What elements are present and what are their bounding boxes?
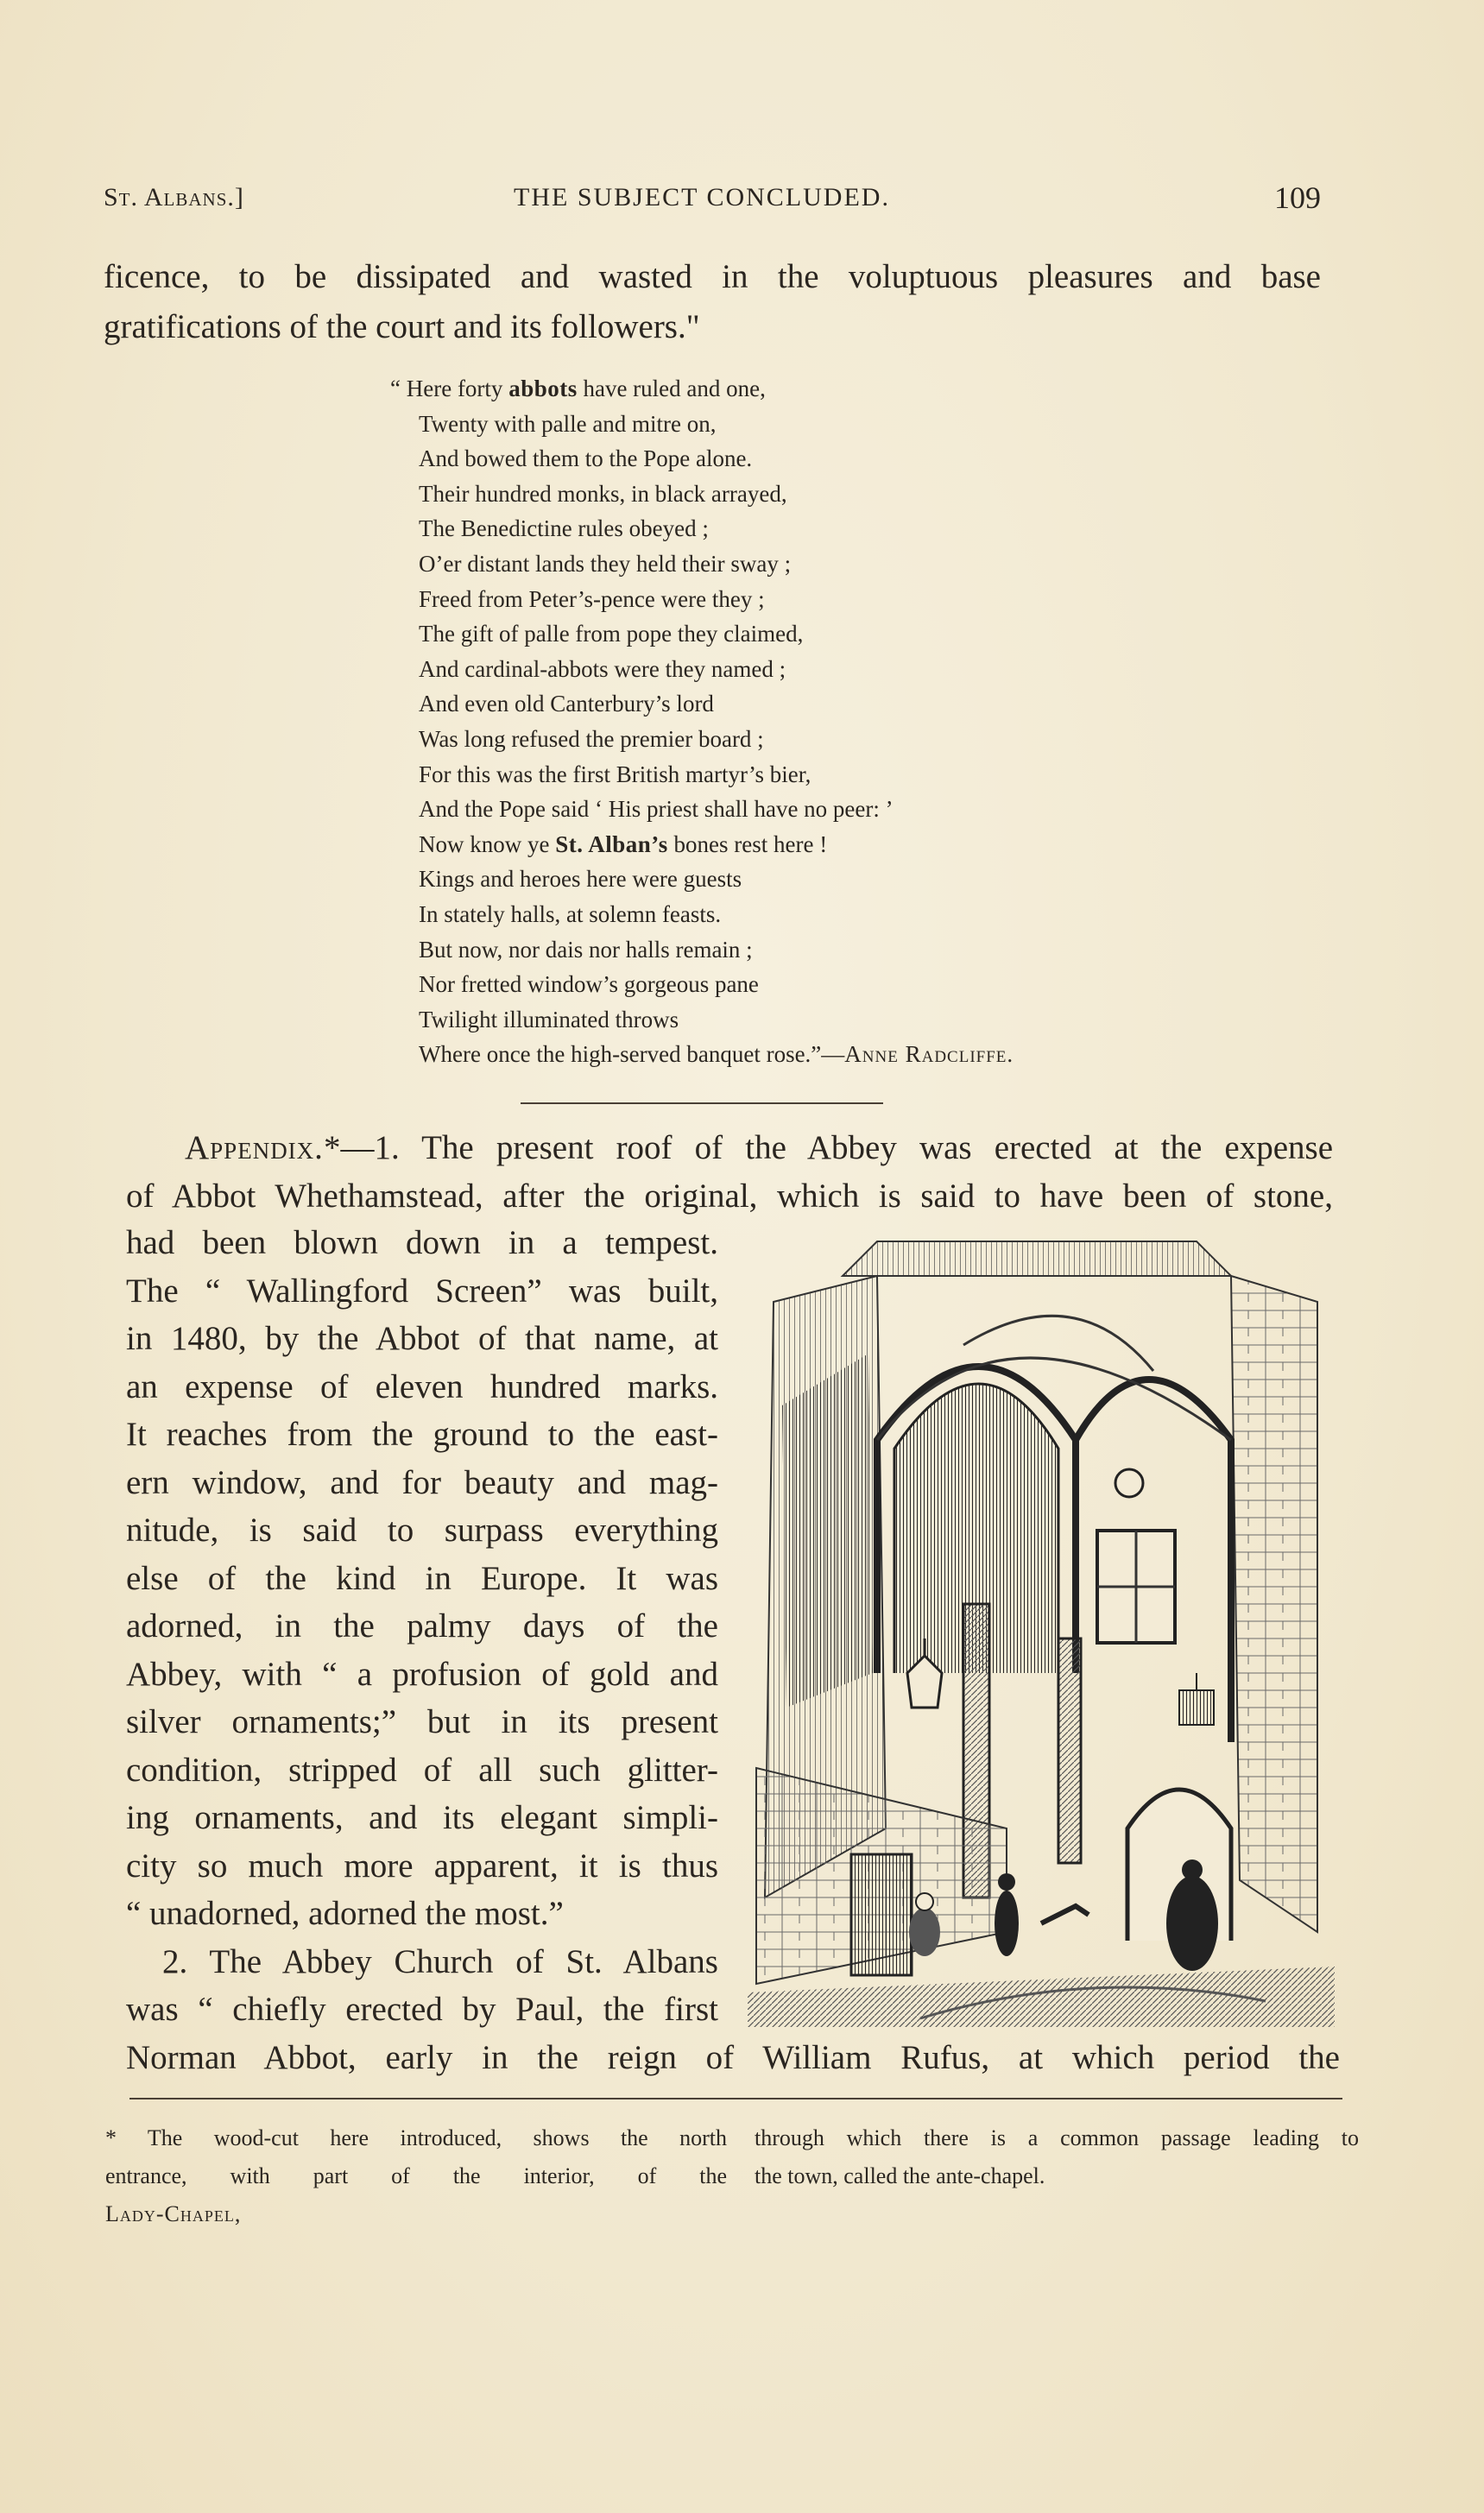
poem-line: The gift of palle from pope they claimed, — [419, 621, 804, 647]
appendix-heading — [126, 1124, 1333, 1220]
poem-line: And the Pope said ‘ His priest shall have no peer: ’ — [419, 796, 894, 823]
appendix-line: 2. The Abbey Church of St. Albans — [162, 1942, 718, 1980]
poem-line: Was long refused the premier board ; — [419, 725, 764, 752]
poem-text: Now know ye — [419, 830, 556, 857]
appendix-line: of Abbot Whethamstead, after the original, which is said to have been of stone, — [126, 1177, 1333, 1215]
appendix-lead: Appendix. — [185, 1129, 324, 1166]
poem-line: O’er distant lands they held their sway ; — [419, 550, 792, 577]
footnote-divider — [129, 2098, 1342, 2099]
appendix-line: an expense of eleven hundred marks. — [126, 1367, 718, 1405]
intro-line: gratifications of the court and its followers." — [104, 308, 700, 345]
woodcut-illustration — [748, 1224, 1335, 2027]
section-divider — [521, 1102, 883, 1104]
poem-line: And bowed them to the Pope alone. — [419, 445, 753, 472]
footnote-text: entrance, with part of the interior, of the — [105, 2163, 727, 2188]
footnote-column-left — [105, 2119, 727, 2233]
poem-attribution: Anne Radcliffe. — [844, 1041, 1014, 1068]
appendix-column — [126, 1219, 718, 2034]
footnote-smallcaps: Lady-Chapel, — [105, 2201, 242, 2226]
poem-text: Where once the high-served banquet rose.”— — [419, 1041, 845, 1068]
footnote-line: * The wood-cut here introduced, shows the north — [105, 2125, 727, 2150]
poem-line: Nor fretted window’s gorgeous pane — [419, 971, 759, 998]
header-section-title: St. Albans.] — [104, 183, 244, 212]
poem-line: But now, nor dais nor halls remain ; — [419, 936, 753, 963]
appendix-line: else of the kind in Europe. It was — [126, 1559, 718, 1597]
appendix-line: nitude, is said to surpass everything — [126, 1512, 718, 1549]
appendix-line: ern window, and for beauty and mag- — [126, 1463, 718, 1501]
appendix-line: “ unadorned, adorned the most.” — [126, 1895, 564, 1932]
appendix-line: The “ Wallingford Screen” was built, — [126, 1272, 718, 1310]
poem-blackletter: abbots — [508, 376, 578, 401]
poem-line: And cardinal-abbots were they named ; — [419, 655, 786, 682]
appendix-line: It reaches from the ground to the east- — [126, 1416, 718, 1453]
poem-line: Twenty with palle and mitre on, — [419, 410, 717, 437]
poem-line: And even old Canterbury’s lord — [419, 691, 714, 717]
appendix-line: Abbey, with “ a profusion of gold and — [126, 1655, 718, 1693]
poem-line: The Benedictine rules obeyed ; — [419, 515, 709, 542]
appendix-line: was “ chiefly erected by Paul, the first — [126, 1991, 718, 2028]
poem-line: In stately halls, at solemn feasts. — [419, 900, 722, 927]
appendix-line: silver ornaments;” but in its present — [126, 1703, 718, 1740]
poem — [390, 371, 1254, 1072]
appendix-text: *—1. The present roof of the Abbey was erected at the expense — [323, 1129, 1333, 1166]
poem-line: Twilight illuminated throws — [419, 1006, 679, 1032]
running-header — [104, 180, 1321, 218]
poem-text: bones rest here ! — [667, 830, 828, 857]
footnote-line: through which there is a common passage leading to — [755, 2125, 1359, 2150]
appendix-line: adorned, in the palmy days of the — [126, 1607, 718, 1645]
footnote-column-right — [755, 2119, 1359, 2195]
appendix-line: Norman Abbot, early in the reign of William Rufus, at which period the — [126, 2039, 1340, 2076]
footnote-line: the town, called the ante-chapel. — [755, 2163, 1045, 2188]
appendix-line: ing ornaments, and its elegant simpli- — [126, 1799, 718, 1836]
poem-text: have ruled and one, — [577, 376, 766, 401]
poem-line: For this was the first British martyr’s bier, — [419, 761, 811, 787]
poem-line: Freed from Peter’s-pence were they ; — [419, 585, 765, 612]
poem-text: “ Here forty — [390, 376, 509, 401]
appendix-line: condition, stripped of all such glitter- — [126, 1751, 718, 1789]
page-number: 109 — [1274, 180, 1321, 215]
poem-line — [390, 371, 1254, 407]
appendix-line — [126, 1124, 1333, 1172]
poem-line — [390, 827, 1254, 862]
poem-blackletter: St. Alban’s — [555, 830, 668, 857]
poem-line: Their hundred monks, in black arrayed, — [419, 480, 787, 507]
intro-line: ficence, to be dissipated and wasted in the voluptuous pleasures and base — [104, 258, 1321, 295]
poem-line — [390, 1037, 1254, 1072]
poem-line: Kings and heroes here were guests — [419, 866, 742, 893]
header-chapter-title: THE SUBJECT CONCLUDED. — [514, 183, 890, 212]
appendix-line: had been blown down in a tempest. — [126, 1224, 718, 1261]
appendix-line: city so much more apparent, it is thus — [126, 1847, 718, 1885]
appendix-line: in 1480, by the Abbot of that name, at — [126, 1320, 718, 1357]
intro-paragraph — [104, 252, 1321, 352]
footnote-line — [105, 2157, 727, 2233]
